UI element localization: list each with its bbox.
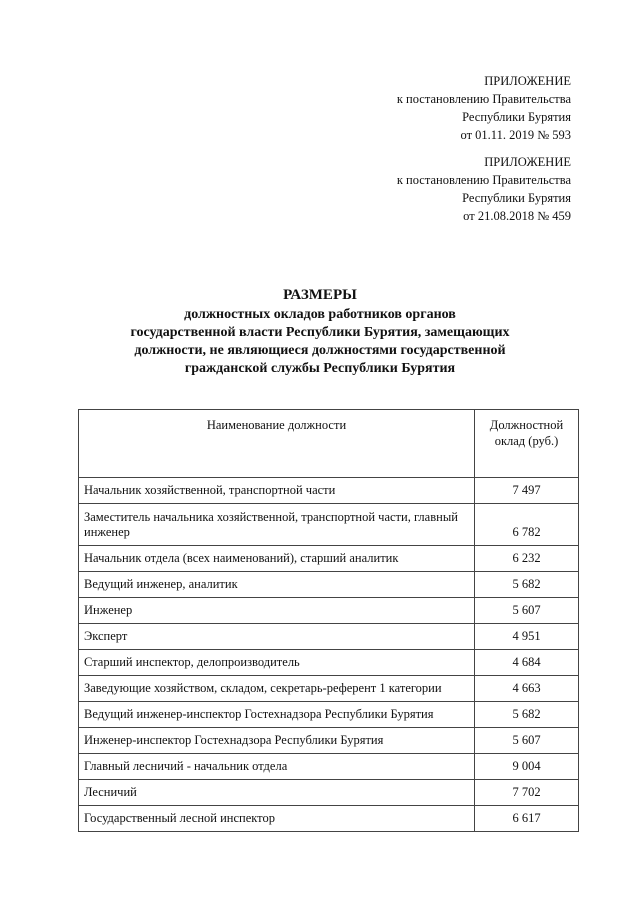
table-row <box>79 546 579 572</box>
title-subtitle-line: должности, не являющиеся должностями государственной <box>134 343 506 358</box>
attachment-label: ПРИЛОЖЕНИЕ <box>484 155 571 169</box>
position-name: Государственный лесной инспектор <box>79 806 475 832</box>
salary-value: 5 607 <box>475 728 579 754</box>
attachment-date-number: от 21.08.2018 № 459 <box>463 209 571 223</box>
position-name: Заведующие хозяйством, складом, секретарь-референт 1 категории <box>79 676 475 702</box>
attachment-resolution-line: к постановлению Правительства <box>396 92 571 106</box>
position-name: Главный лесничий - начальник отдела <box>79 754 475 780</box>
salary-value: 9 004 <box>475 754 579 780</box>
attachment-republic-line: Республики Бурятия <box>462 110 571 124</box>
salary-value: 4 951 <box>475 624 579 650</box>
salary-value: 5 682 <box>475 572 579 598</box>
document-title <box>60 286 580 378</box>
table-row <box>79 572 579 598</box>
title-subtitle-line: государственной власти Республики Бурятия, замещающих <box>130 325 510 340</box>
table-row <box>79 806 579 832</box>
position-name: Начальник хозяйственной, транспортной части <box>79 478 475 504</box>
table-row <box>79 676 579 702</box>
table-row <box>79 754 579 780</box>
salary-value: 7 702 <box>475 780 579 806</box>
header-salary: Должностной оклад (руб.) <box>475 410 579 478</box>
salary-value: 7 497 <box>475 478 579 504</box>
attachment-header-current <box>397 72 571 144</box>
table-header-row <box>79 410 579 478</box>
header-position-name: Наименование должности <box>79 410 475 478</box>
salary-value: 4 684 <box>475 650 579 676</box>
salary-value: 4 663 <box>475 676 579 702</box>
title-subtitle-line: должностных окладов работников органов <box>184 307 456 322</box>
position-name: Заместитель начальника хозяйственной, транспортной части, главный инженер <box>79 504 475 546</box>
position-name: Ведущий инженер-инспектор Гостехнадзора Республики Бурятия <box>79 702 475 728</box>
salary-value: 6 232 <box>475 546 579 572</box>
position-name: Инженер-инспектор Гостехнадзора Республики Бурятия <box>79 728 475 754</box>
table-row <box>79 780 579 806</box>
attachment-label: ПРИЛОЖЕНИЕ <box>484 74 571 88</box>
position-name: Старший инспектор, делопроизводитель <box>79 650 475 676</box>
position-name: Начальник отдела (всех наименований), старший аналитик <box>79 546 475 572</box>
attachment-republic-line: Республики Бурятия <box>462 191 571 205</box>
position-name: Ведущий инженер, аналитик <box>79 572 475 598</box>
table-row <box>79 728 579 754</box>
salary-value: 6 617 <box>475 806 579 832</box>
salary-value: 5 607 <box>475 598 579 624</box>
attachment-date-number: от 01.11. 2019 № 593 <box>460 128 571 142</box>
table-row <box>79 624 579 650</box>
table-row <box>79 504 579 546</box>
attachment-resolution-line: к постановлению Правительства <box>396 173 571 187</box>
table-row <box>79 650 579 676</box>
title-main: РАЗМЕРЫ <box>283 287 357 303</box>
salary-value: 6 782 <box>475 504 579 546</box>
table-row <box>79 702 579 728</box>
salary-value: 5 682 <box>475 702 579 728</box>
salary-table <box>78 409 579 832</box>
table-row <box>79 478 579 504</box>
position-name: Лесничий <box>79 780 475 806</box>
position-name: Инженер <box>79 598 475 624</box>
title-subtitle-line: гражданской службы Республики Бурятия <box>184 361 456 376</box>
attachment-header-previous <box>397 153 571 225</box>
table-row <box>79 598 579 624</box>
position-name: Эксперт <box>79 624 475 650</box>
